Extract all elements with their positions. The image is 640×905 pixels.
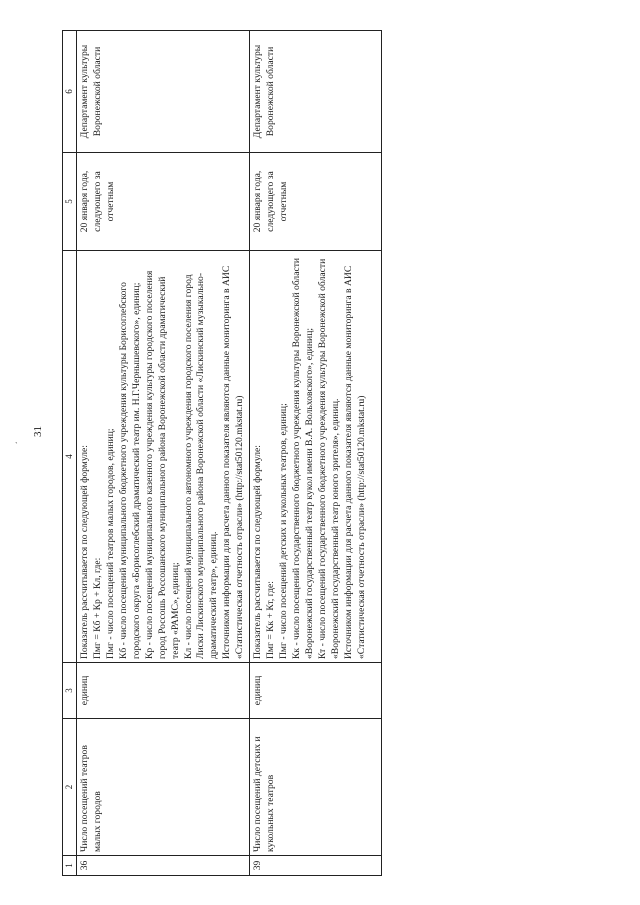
description-line: Показатель рассчитывается по следующей формуле: xyxy=(79,445,90,659)
page-number: 31 xyxy=(32,426,44,437)
column-header: 4 xyxy=(63,251,77,663)
indicator-table xyxy=(62,30,382,876)
indicator-name: Число посещений театров малых городов xyxy=(77,719,250,856)
description-line: Кк - число посещений государственного бюджетного учреждения культуры Воронежской области «Воронежский государственный театр кукол имени В.А. Вольховского», единиц; xyxy=(291,257,315,659)
top-mark: ` xyxy=(15,441,18,450)
table-row xyxy=(77,31,250,876)
column-header: 3 xyxy=(63,663,77,719)
column-header: 5 xyxy=(63,153,77,251)
responsible-cell: Департамент культуры Воронежской области xyxy=(250,31,382,153)
description-line: Показатель рассчитывается по следующей формуле: xyxy=(252,445,264,659)
unit-cell: единиц xyxy=(77,663,250,719)
table-row xyxy=(250,31,382,876)
description-line: Кт - число посещений государственного бюджетного учреждения культуры Воронежской области «Воронежский государственный театр юного зрителя», единиц. xyxy=(316,258,341,659)
column-header: 2 xyxy=(63,719,77,856)
header-row xyxy=(63,31,77,876)
description-line: Кл - число посещений муниципального автономного учреждения городского поселения город Лиски Лискинского муниципального района Воронежской области «Лискинский музыкально-драматический театр», единиц. xyxy=(182,272,220,659)
description-line: Кб - число посещений муниципального бюджетного учреждения культуры Борисоглебского городского округа «Борисоглебский драматический театр им. Н.Г.Чернышевского», единиц; xyxy=(117,282,142,659)
unit-cell: единиц xyxy=(250,663,382,719)
method-description xyxy=(77,251,250,663)
column-header: 6 xyxy=(63,31,77,153)
description-line: Пмг - число посещений театров малых городов, единиц; xyxy=(104,428,116,659)
deadline-cell: 20 января года, следующего за отчетным xyxy=(77,153,250,251)
description-line: Источником информации для расчета данного показателя являются данные мониторинга в АИС «Статистическая отчетность отрасли» (http://stat50120.mkstat.ru) xyxy=(342,265,367,659)
responsible-cell: Департамент культуры Воронежской области xyxy=(77,31,250,153)
deadline-cell: 20 января года, следующего за отчетным xyxy=(250,153,382,251)
row-number: 39 xyxy=(250,856,382,876)
description-line: Пмг - число посещений детских и кукольных театров, единиц; xyxy=(278,403,290,659)
method-description xyxy=(250,251,382,663)
description-line: Пмг = Кб + Кр + Кл, где: xyxy=(91,557,103,659)
description-line: Источником информации для расчета данного показателя являются данные мониторинга в АИС «Статистическая отчетность отрасли» (http://stat50120.mkstat.ru) xyxy=(221,265,246,659)
column-header: 1 xyxy=(63,856,77,876)
description-line: Кр - число посещений муниципального казенного учреждения культуры городского поселения город Россошь Россошанского муниципального района Воронежской области драматический театр «РАМС», единиц; xyxy=(143,270,181,659)
row-number: 36 xyxy=(77,856,250,876)
indicator-name: Число посещений детских и кукольных театров xyxy=(250,719,382,856)
description-line: Пмг = Кк + Кт, где: xyxy=(265,581,277,659)
indicator-table-container xyxy=(62,31,382,876)
